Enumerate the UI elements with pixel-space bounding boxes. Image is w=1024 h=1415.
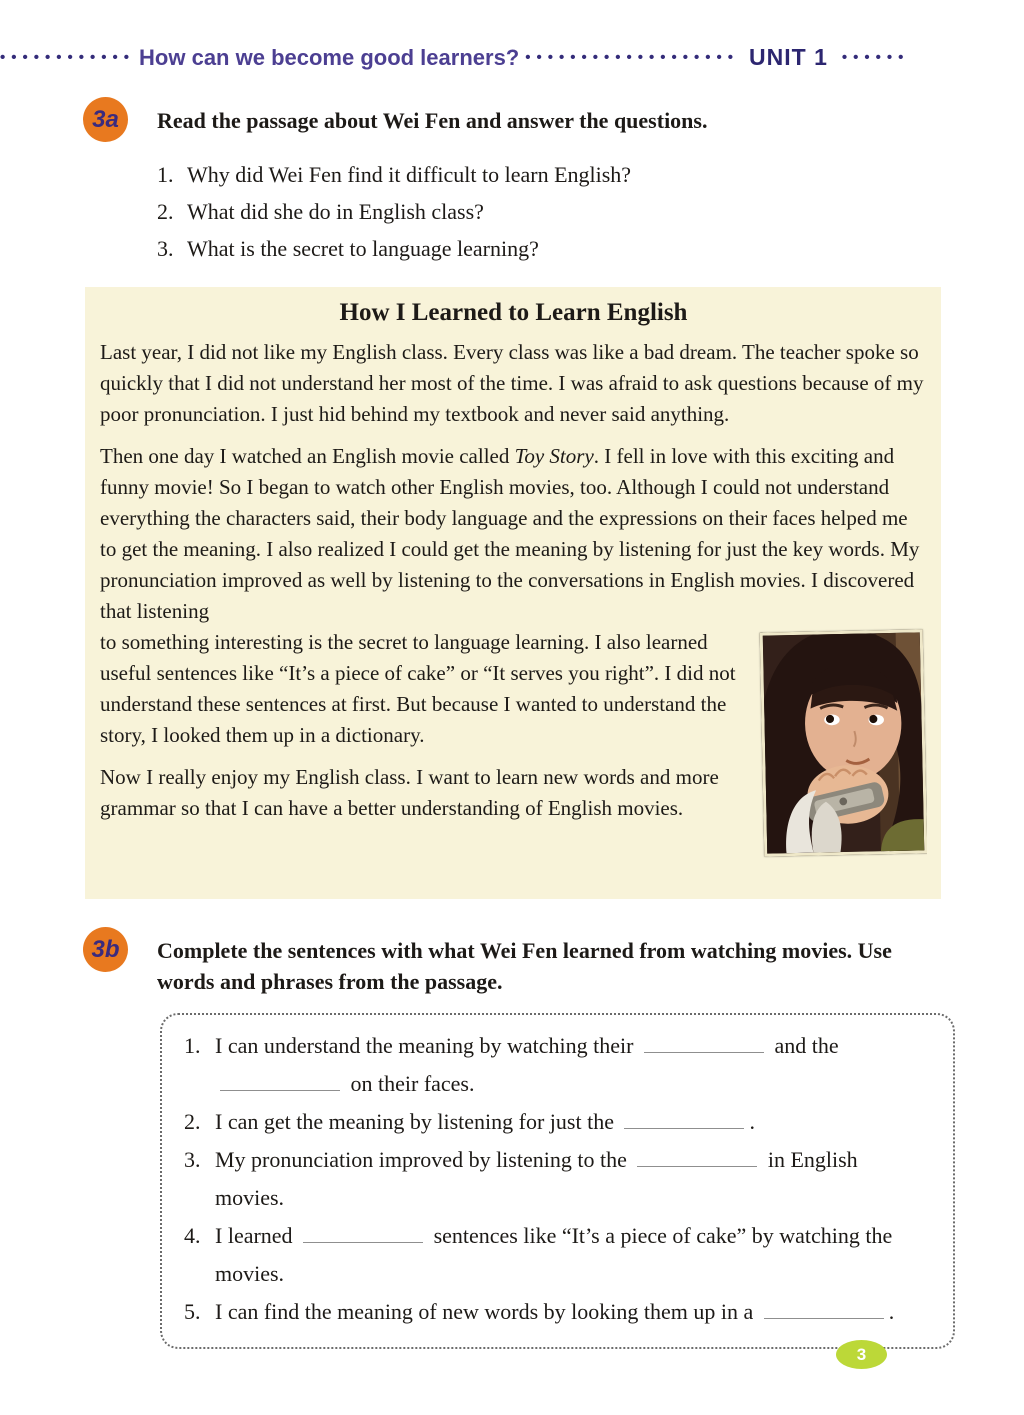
- fill-in-blank[interactable]: [764, 1296, 884, 1319]
- fill-in-exercise-box: [160, 1013, 955, 1349]
- exercise-item-number: 5.: [184, 1299, 201, 1324]
- exercise-item-text: I can understand the meaning by watching their and the on their faces.: [215, 1027, 915, 1103]
- question-item: [157, 156, 1024, 193]
- fill-in-blank[interactable]: [220, 1068, 340, 1091]
- exercise-item-text: I learned sentences like “It’s a piece of cake” by watching the movies.: [215, 1217, 915, 1293]
- section-3a-header: [83, 95, 1024, 142]
- question-list: [157, 156, 1024, 267]
- student-photo: [760, 629, 927, 856]
- exercise-item: [184, 1293, 935, 1331]
- fill-in-blank[interactable]: [637, 1144, 757, 1167]
- question-number: 1.: [157, 162, 174, 187]
- question-number: 3.: [157, 236, 174, 261]
- passage-paragraph-2: Then one day I watched an English movie called Toy Story. I fell in love with this exciting and funny movie! So I began to watch other English movies, too. Although I could not understand everything the characters said, their body language and the expressions on their faces helped me to get the meaning. I also realized I could get the meaning by listening for just the key words. My pronunciation improved as well by listening to the conversations in English movies. I discovered that listening: [100, 444, 920, 623]
- reading-passage: [85, 287, 941, 899]
- section-3b-header: [83, 925, 1024, 997]
- fill-in-blank[interactable]: [644, 1030, 764, 1053]
- section-3b-instruction: Complete the sentences with what Wei Fen learned from watching movies. Use words and phrases from the passage.: [157, 938, 892, 994]
- passage-paragraph-2-continued: to something interesting is the secret to language learning. I also learned useful sentences like “It’s a piece of cake” or “It serves you right”. I did not understand these sentences at first. But because I wanted to understand the story, I looked them up in a dictionary.: [100, 630, 736, 747]
- exercise-item: [184, 1217, 935, 1293]
- question-text: What is the secret to language learning?: [187, 236, 539, 261]
- exercise-item-number: 3.: [184, 1147, 201, 1172]
- section-3a-badge: 3a: [83, 97, 128, 142]
- movie-title: Toy Story: [514, 444, 594, 468]
- passage-title: How I Learned to Learn English: [339, 299, 688, 326]
- page-number-badge: 3: [836, 1340, 887, 1369]
- page-header: [0, 0, 1024, 71]
- dotted-leader-left: ••••••••••••: [0, 50, 136, 65]
- question-text: What did she do in English class?: [187, 199, 484, 224]
- dotted-leader-mid: •••••••••••••••••••: [525, 50, 740, 65]
- question-item: [157, 193, 1024, 230]
- unit-label: UNIT 1: [749, 44, 828, 70]
- exercise-item-number: 2.: [184, 1109, 201, 1134]
- exercise-item: [184, 1027, 935, 1103]
- exercise-item: [184, 1103, 935, 1141]
- exercise-item-number: 1.: [184, 1033, 201, 1058]
- unit-question-title: How can we become good learners?: [139, 44, 520, 70]
- question-item: [157, 230, 1024, 267]
- section-3a-instruction: Read the passage about Wei Fen and answer the questions.: [157, 108, 708, 133]
- fill-in-blank[interactable]: [303, 1220, 423, 1243]
- dotted-leader-right: ••••••: [841, 50, 910, 65]
- fill-in-blank[interactable]: [624, 1106, 744, 1129]
- passage-wrap-zone: [100, 627, 927, 859]
- passage-paragraph-3: Now I really enjoy my English class. I want to learn new words and more grammar so that I can have a better understanding of English movies.: [100, 765, 719, 820]
- exercise-item-text: My pronunciation improved by listening to the in English movies.: [215, 1141, 915, 1217]
- exercise-item-text: I can get the meaning by listening for just the .: [215, 1103, 755, 1141]
- question-text: Why did Wei Fen find it difficult to learn English?: [187, 162, 632, 187]
- exercise-item-number: 4.: [184, 1223, 201, 1248]
- exercise-item: [184, 1141, 935, 1217]
- exercise-item-text: I can find the meaning of new words by looking them up in a .: [215, 1293, 894, 1331]
- question-number: 2.: [157, 199, 174, 224]
- section-3b-badge: 3b: [83, 927, 128, 972]
- passage-paragraph-1: Last year, I did not like my English class. Every class was like a bad dream. The teacher spoke so quickly that I did not understand her most of the time. I was afraid to ask questions because of my poor pronunciation. I just hid behind my textbook and never said anything.: [100, 340, 924, 426]
